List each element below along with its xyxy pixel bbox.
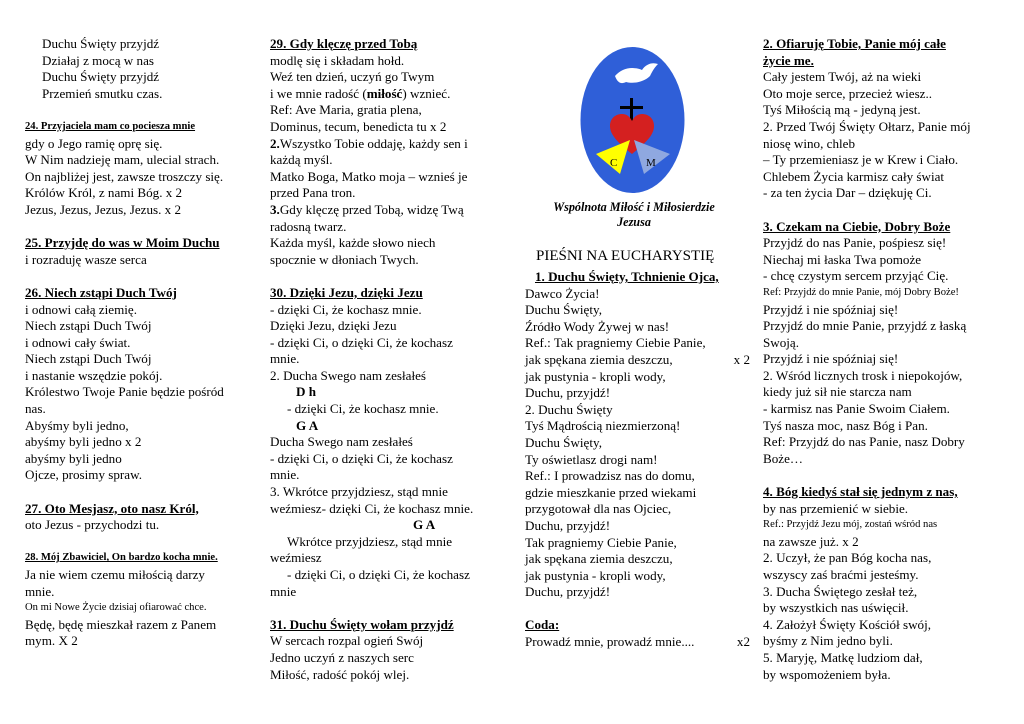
line-text: Dominus, tecum, benedicta tu x 2 bbox=[270, 118, 447, 134]
text-line bbox=[763, 401, 1008, 418]
text-line bbox=[763, 501, 1008, 518]
line-text: Weź ten dzień, uczyń go Twym bbox=[270, 69, 435, 85]
text-line bbox=[525, 485, 750, 502]
line-text: 28. Mój Zbawiciel, On bardzo kocha mnie. bbox=[25, 552, 218, 564]
line-text: by nas przemienić w siebie. bbox=[763, 500, 909, 516]
song-title bbox=[25, 285, 260, 302]
line-gap bbox=[525, 601, 750, 618]
text-line bbox=[763, 633, 1008, 650]
text-line bbox=[25, 434, 260, 451]
text-line bbox=[270, 667, 510, 684]
text-line bbox=[763, 285, 1008, 302]
line-text: 3. Wkrótce przyjdziesz, stąd mnie bbox=[270, 484, 448, 500]
line-text: by wszystkich nas uświęcił. bbox=[763, 600, 909, 616]
line-text: jak spękana ziemia deszczu, bbox=[525, 551, 673, 567]
line-text: mnie. bbox=[270, 351, 300, 367]
line-text: W Nim nadzieję mam, ulecial strach. bbox=[25, 152, 220, 168]
line-text: 26. Niech zstąpi Duch Twój bbox=[25, 284, 177, 300]
line-text: abyśmy byli jedno x 2 bbox=[25, 434, 142, 450]
line-text: Przyjdź do nas Panie, pośpiesz się! bbox=[763, 235, 947, 251]
line-text: Ref: Ave Maria, gratia plena, bbox=[270, 102, 422, 118]
text-line bbox=[763, 451, 1008, 468]
text-line bbox=[25, 302, 260, 319]
line-bold-text: 2. bbox=[270, 135, 280, 151]
line-text: 2. Duchu Święty bbox=[525, 401, 613, 417]
line-text: życie me. bbox=[763, 52, 814, 68]
text-line bbox=[25, 152, 260, 169]
line-text: mnie. bbox=[25, 583, 55, 599]
text-line bbox=[270, 418, 510, 435]
text-line bbox=[270, 633, 510, 650]
text-line bbox=[270, 484, 510, 501]
text-line bbox=[525, 551, 750, 568]
text-line bbox=[25, 384, 260, 401]
text-line bbox=[763, 102, 1008, 119]
text-line bbox=[270, 434, 510, 451]
line-text: gdy o Jego ramię oprę się. bbox=[25, 135, 163, 151]
text-line bbox=[270, 102, 510, 119]
text-line bbox=[763, 136, 1008, 153]
text-line bbox=[270, 501, 510, 518]
line-text: On mi Nowe Życie dzisiaj ofiarować chce. bbox=[25, 602, 207, 614]
line-text: mnie. bbox=[270, 467, 300, 483]
text-line bbox=[25, 451, 260, 468]
line-text: i odnowi cały świat. bbox=[25, 334, 131, 350]
line-text: Ref: Przyjdź do nas Panie, nasz Dobry bbox=[763, 434, 965, 450]
line-text: - dzięki Ci, o dzięki Ci, że kochasz bbox=[270, 450, 453, 466]
text-line bbox=[763, 318, 1008, 335]
text-line bbox=[763, 384, 1008, 401]
line-text: Wkrótce przyjdziesz, stąd mnie bbox=[287, 533, 453, 549]
line-text: 2. Wśród licznych trosk i niepokojów, bbox=[763, 367, 963, 383]
text-line bbox=[270, 451, 510, 468]
line-bold-text: miłość bbox=[366, 85, 403, 101]
text-line bbox=[763, 667, 1008, 684]
line-text: Niech zstąpi Duch Twój bbox=[25, 351, 152, 367]
text-line bbox=[525, 302, 750, 319]
line-bold-text: G A bbox=[413, 517, 436, 533]
line-text: Miłość, radość pokój wlej. bbox=[270, 666, 410, 682]
text-line bbox=[525, 518, 750, 535]
text-line bbox=[270, 550, 510, 567]
text-line bbox=[763, 368, 1008, 385]
line-gap bbox=[25, 534, 260, 551]
text-line bbox=[25, 633, 260, 650]
text-line bbox=[270, 534, 510, 551]
line-text: Ducha Swego nam zesłałeś bbox=[270, 434, 413, 450]
line-text: Niech zstąpi Duch Twój bbox=[25, 318, 152, 334]
text-line bbox=[525, 435, 750, 452]
line-text: 4. Założył Święty Kościół swój, bbox=[763, 616, 932, 632]
line-bold-text: G A bbox=[296, 417, 319, 433]
line-text: na zawsze już. x 2 bbox=[763, 533, 859, 549]
line-gap bbox=[270, 268, 510, 285]
line-text: 25. Przyjdę do was w Moim Duchu bbox=[25, 235, 220, 251]
line-text: modlę się i składam hołd. bbox=[270, 52, 405, 68]
text-line bbox=[25, 617, 260, 634]
line-text: niosę wino, chleb bbox=[763, 135, 856, 151]
text-line bbox=[270, 318, 510, 335]
line-text: by wspomożeniem była. bbox=[763, 666, 891, 682]
line-text: Dawco Życia! bbox=[525, 285, 600, 301]
line-text: - dzięki Ci, o dzięki Ci, że kochasz bbox=[287, 567, 470, 582]
text-line bbox=[270, 185, 510, 202]
text-line bbox=[270, 335, 510, 352]
text-line bbox=[525, 402, 750, 419]
logo-letter-c: C bbox=[610, 157, 618, 169]
line-bold-text: 3. bbox=[270, 201, 280, 217]
text-line bbox=[763, 650, 1008, 667]
text-line bbox=[525, 452, 750, 469]
text-line bbox=[25, 418, 260, 435]
text-line bbox=[763, 252, 1008, 269]
line-text: Duchu Święty przyjdź bbox=[42, 69, 160, 85]
line-text: Coda: bbox=[525, 617, 560, 633]
line-text: byśmy z Nim jedno byli. bbox=[763, 633, 893, 649]
song-title bbox=[270, 617, 510, 634]
text-line bbox=[25, 318, 260, 335]
line-text: - za ten życia Dar – dziękuję Ci. bbox=[763, 185, 932, 201]
line-text: Przemień smutku czas. bbox=[42, 85, 163, 101]
song-title bbox=[25, 501, 260, 518]
text-line bbox=[763, 600, 1008, 617]
line-text: 29. Gdy klęczę przed Tobą bbox=[270, 36, 418, 51]
text-line bbox=[270, 467, 510, 484]
line-text-after: Gdy klęczę przed Tobą, widzę Twą bbox=[279, 201, 464, 217]
text-line bbox=[270, 86, 510, 103]
line-text: – Ty przemieniasz je w Krew i Ciało. bbox=[763, 152, 959, 168]
text-line bbox=[25, 252, 260, 269]
line-text: On najbliżej jest, zawsze troszczy się. bbox=[25, 168, 224, 184]
text-line bbox=[525, 385, 750, 402]
line-text: Działaj z mocą w nas bbox=[42, 52, 154, 68]
text-line bbox=[763, 584, 1008, 601]
line-text: weźmiesz bbox=[270, 550, 322, 566]
line-text: abyśmy byli jedno bbox=[25, 450, 122, 466]
line-text: Prowadź mnie, prowadź mnie.... bbox=[525, 634, 695, 650]
text-line bbox=[25, 36, 260, 53]
text-line bbox=[525, 568, 750, 585]
text-line bbox=[25, 351, 260, 368]
line-text: 1. Duchu Święty, Tchnienie Ojca, bbox=[535, 269, 719, 284]
song-title bbox=[525, 269, 750, 286]
line-gap bbox=[763, 202, 1008, 219]
text-line bbox=[25, 517, 260, 534]
text-line bbox=[25, 600, 260, 617]
line-text: 24. Przyjaciela mam co pociesza mnie bbox=[25, 120, 196, 132]
text-line bbox=[270, 517, 510, 534]
text-line bbox=[270, 401, 510, 418]
text-line bbox=[763, 268, 1008, 285]
text-line bbox=[270, 235, 510, 252]
line-text: 3. Ducha Świętego zesłał też, bbox=[763, 583, 918, 599]
text-line bbox=[525, 535, 750, 552]
line-bold-text: D h bbox=[296, 384, 317, 400]
line-text: 31. Duchu Święty wołam przyjdź bbox=[270, 616, 454, 632]
line-text: Przyjdź i nie spóźniaj się! bbox=[763, 301, 899, 317]
text-line bbox=[763, 567, 1008, 584]
line-text: 2. Uczył, że pan Bóg kocha nas, bbox=[763, 550, 932, 566]
line-text: i odnowi całą ziemię. bbox=[25, 301, 137, 317]
line-text: - dzięki Ci, że kochasz mnie. bbox=[270, 301, 422, 317]
repeat-mark: x2 bbox=[736, 634, 750, 650]
line-gap bbox=[25, 268, 260, 285]
line-text: Królestwo Twoje Panie będzie pośród bbox=[25, 384, 224, 400]
text-line bbox=[763, 550, 1008, 567]
line-gap bbox=[270, 600, 510, 617]
line-text: Przyjdź do mnie Panie, przyjdź z łaską bbox=[763, 318, 967, 334]
line-text: Królów Król, z nami Bóg. x 2 bbox=[25, 185, 183, 201]
text-line bbox=[525, 468, 750, 485]
line-gap bbox=[25, 102, 260, 119]
text-line bbox=[270, 252, 510, 269]
text-line bbox=[525, 335, 750, 352]
line-text: 27. Oto Mesjasz, oto nasz Król, bbox=[25, 500, 199, 516]
line-text: Ja nie wiem czemu miłością darzy bbox=[25, 567, 205, 582]
line-text: Ref.: I prowadzisz nas do domu, bbox=[525, 468, 695, 484]
community-caption bbox=[525, 200, 743, 230]
line-text: i nastanie wszędzie pokój. bbox=[25, 367, 163, 383]
text-line bbox=[270, 169, 510, 186]
line-text: Chlebem Życia karmisz cały świat bbox=[763, 168, 945, 184]
line-text: i rozraduję wasze serca bbox=[25, 251, 147, 267]
line-text: - dzięki Ci, o dzięki Ci, że kochasz bbox=[270, 334, 453, 350]
line-text: 2. Ducha Swego nam zesłałeś bbox=[270, 367, 426, 383]
text-line bbox=[763, 617, 1008, 634]
song-title bbox=[270, 285, 510, 302]
caption-line-2: Jezusa bbox=[617, 215, 651, 229]
repeat-mark: x 2 bbox=[733, 351, 750, 367]
line-gap bbox=[25, 484, 260, 501]
text-line bbox=[525, 369, 750, 386]
line-text: radosną twarz. bbox=[270, 218, 347, 234]
song-title bbox=[763, 219, 1008, 236]
text-line bbox=[763, 335, 1008, 352]
line-text: 2. Przed Twój Święty Ołtarz, Panie mój bbox=[763, 118, 971, 134]
line-text: Oto moje serce, przecież wiesz.. bbox=[763, 85, 933, 101]
line-text: 5. Maryję, Matkę ludziom dał, bbox=[763, 649, 923, 665]
column-4 bbox=[763, 36, 1008, 683]
main-title: PIEŚNI NA EUCHARYSTIĘ bbox=[536, 248, 715, 264]
text-line bbox=[525, 319, 750, 336]
text-line bbox=[525, 634, 750, 651]
text-line bbox=[763, 418, 1008, 435]
text-line bbox=[270, 384, 510, 401]
text-line bbox=[270, 567, 510, 584]
community-logo bbox=[580, 46, 685, 194]
line-text: i we mnie radość ( bbox=[270, 85, 367, 101]
text-line bbox=[270, 584, 510, 601]
line-text: - chcę czystym sercem przyjąć Cię. bbox=[763, 268, 949, 284]
text-line bbox=[763, 302, 1008, 319]
line-text: spocznie w dłoniach Twych. bbox=[270, 251, 419, 267]
line-text: Tyś Miłością mą - jedyną jest. bbox=[763, 102, 921, 118]
line-text: jak spękana ziemia deszczu, bbox=[525, 351, 673, 367]
line-text: W sercach rozpal ogień Swój bbox=[270, 633, 424, 649]
text-line bbox=[25, 401, 260, 418]
line-text: oto Jezus - przychodzi tu. bbox=[25, 517, 160, 533]
line-text: Niechaj mi łaska Twa pomoże bbox=[763, 251, 922, 267]
line-text: jak pustynia - kropli wody, bbox=[525, 567, 666, 583]
column-1 bbox=[25, 36, 260, 650]
line-text: Źródło Wody Żywej w nas! bbox=[525, 318, 670, 334]
text-line bbox=[525, 584, 750, 601]
line-text: Ty oświetlasz drogi nam! bbox=[525, 451, 658, 467]
line-text: mym. X 2 bbox=[25, 633, 78, 649]
song-title bbox=[25, 550, 260, 567]
line-gap bbox=[25, 219, 260, 236]
line-text: Duchu, przyjdź! bbox=[525, 584, 611, 600]
line-text: Tyś Mądrością niezmierzoną! bbox=[525, 418, 681, 434]
text-line bbox=[763, 351, 1008, 368]
text-line bbox=[25, 202, 260, 219]
text-line bbox=[270, 53, 510, 70]
song-title bbox=[25, 235, 260, 252]
line-text: Duchu, przyjdź! bbox=[525, 517, 611, 533]
line-text: Jezus, Jezus, Jezus, Jezus. x 2 bbox=[25, 201, 181, 217]
line-gap bbox=[763, 467, 1008, 484]
line-text: Ref: Przyjdź do mnie Panie, mój Dobry Boże! bbox=[763, 286, 959, 298]
text-line bbox=[25, 185, 260, 202]
line-text: Duchu Święty przyjdź bbox=[42, 36, 160, 51]
line-text: - karmisz nas Panie Swoim Ciałem. bbox=[763, 401, 950, 417]
text-line bbox=[25, 335, 260, 352]
text-line bbox=[270, 650, 510, 667]
line-text: 3. Czekam na Ciebie, Dobry Boże bbox=[763, 218, 951, 234]
line-text-after: Wszystko Tobie oddaję, każdy sen i bbox=[279, 135, 468, 151]
song-title bbox=[270, 36, 510, 53]
line-text: 2. Ofiaruję Tobie, Panie mój całe bbox=[763, 36, 946, 51]
line-text: wszyscy zaś braćmi jesteśmy. bbox=[763, 567, 919, 582]
text-line bbox=[270, 202, 510, 219]
line-text: Tyś nasza moc, nasz Bóg i Pan. bbox=[763, 417, 928, 433]
line-text-after: ) wznieć. bbox=[402, 85, 451, 101]
text-line bbox=[763, 152, 1008, 169]
logo-letter-m: M bbox=[646, 157, 656, 169]
line-text: Ref.: Tak pragniemy Ciebie Panie, bbox=[525, 335, 706, 351]
text-line bbox=[763, 169, 1008, 186]
line-text: Swoją. bbox=[763, 334, 800, 350]
column-3 bbox=[525, 269, 750, 651]
text-line bbox=[763, 69, 1008, 86]
text-line bbox=[25, 567, 260, 584]
text-line bbox=[270, 302, 510, 319]
line-text: gdzie mieszkanie przed wiekami bbox=[525, 484, 697, 500]
line-text: 4. Bóg kiedyś stał się jednym z nas, bbox=[763, 484, 958, 500]
text-line bbox=[525, 418, 750, 435]
line-text: nas. bbox=[25, 401, 46, 417]
text-line bbox=[763, 235, 1008, 252]
line-text: Matko Boga, Matko moja – wznieś je bbox=[270, 168, 468, 184]
column-2 bbox=[270, 36, 510, 683]
text-line bbox=[270, 219, 510, 236]
text-line bbox=[25, 467, 260, 484]
line-text: 30. Dzięki Jezu, dzięki Jezu bbox=[270, 284, 423, 300]
line-text: - dzięki Ci, że kochasz mnie. bbox=[287, 401, 439, 417]
text-line bbox=[525, 352, 750, 369]
line-text: przed Pana tron. bbox=[270, 185, 356, 201]
line-text: Abyśmy byli jedno, bbox=[25, 417, 129, 433]
song-title bbox=[25, 119, 260, 136]
line-text: Duchu Święty, bbox=[525, 434, 602, 450]
line-text: weźmiesz- dzięki Ci, że kochasz mnie. bbox=[270, 500, 474, 516]
text-line bbox=[25, 69, 260, 86]
line-text: Ojcze, prosimy spraw. bbox=[25, 467, 142, 483]
text-line bbox=[270, 69, 510, 86]
line-text: Będę, będę mieszkał razem z Panem bbox=[25, 616, 217, 632]
song-title bbox=[763, 53, 1008, 70]
text-line bbox=[763, 534, 1008, 551]
text-line bbox=[763, 86, 1008, 103]
text-line bbox=[25, 136, 260, 153]
song-title bbox=[763, 484, 1008, 501]
text-line bbox=[270, 351, 510, 368]
cross-horizontal bbox=[620, 106, 643, 109]
text-line bbox=[25, 584, 260, 601]
line-text: Boże… bbox=[763, 450, 803, 466]
line-text: Jedno uczyń z naszych serc bbox=[270, 649, 414, 665]
text-line bbox=[270, 368, 510, 385]
line-text: Duchu Święty, bbox=[525, 302, 602, 318]
line-text: mnie bbox=[270, 583, 297, 599]
line-text: Przyjdź i nie spóźniaj się! bbox=[763, 351, 899, 367]
line-text: jak pustynia - kropli wody, bbox=[525, 368, 666, 384]
song-title bbox=[763, 36, 1008, 53]
line-text: kiedy już sił nie starcza nam bbox=[763, 384, 912, 400]
line-text: Cały jestem Twój, aż na wieki bbox=[763, 69, 922, 85]
text-line bbox=[25, 368, 260, 385]
text-line bbox=[270, 119, 510, 136]
line-text: Duchu, przyjdź! bbox=[525, 385, 611, 401]
song-title bbox=[525, 617, 750, 634]
text-line bbox=[763, 517, 1008, 534]
line-text: każdą myśl. bbox=[270, 152, 333, 168]
text-line bbox=[525, 286, 750, 303]
text-line bbox=[763, 119, 1008, 136]
text-line bbox=[25, 86, 260, 103]
text-line bbox=[270, 136, 510, 153]
line-text: Każda myśl, każde słowo niech bbox=[270, 235, 436, 251]
text-line bbox=[525, 501, 750, 518]
line-text: przygotował dla nas Ojciec, bbox=[525, 501, 672, 517]
caption-line-1: Wspólnota Miłość i Miłosierdzie bbox=[553, 200, 715, 214]
text-line bbox=[25, 169, 260, 186]
text-line bbox=[763, 185, 1008, 202]
line-text: Ref.: Przyjdź Jezu mój, zostań wśród nas bbox=[763, 519, 938, 531]
text-line bbox=[270, 152, 510, 169]
line-text: Tak pragniemy Ciebie Panie, bbox=[525, 534, 677, 550]
text-line bbox=[763, 434, 1008, 451]
line-text: Dzięki Jezu, dzięki Jezu bbox=[270, 318, 397, 334]
text-line bbox=[25, 53, 260, 70]
